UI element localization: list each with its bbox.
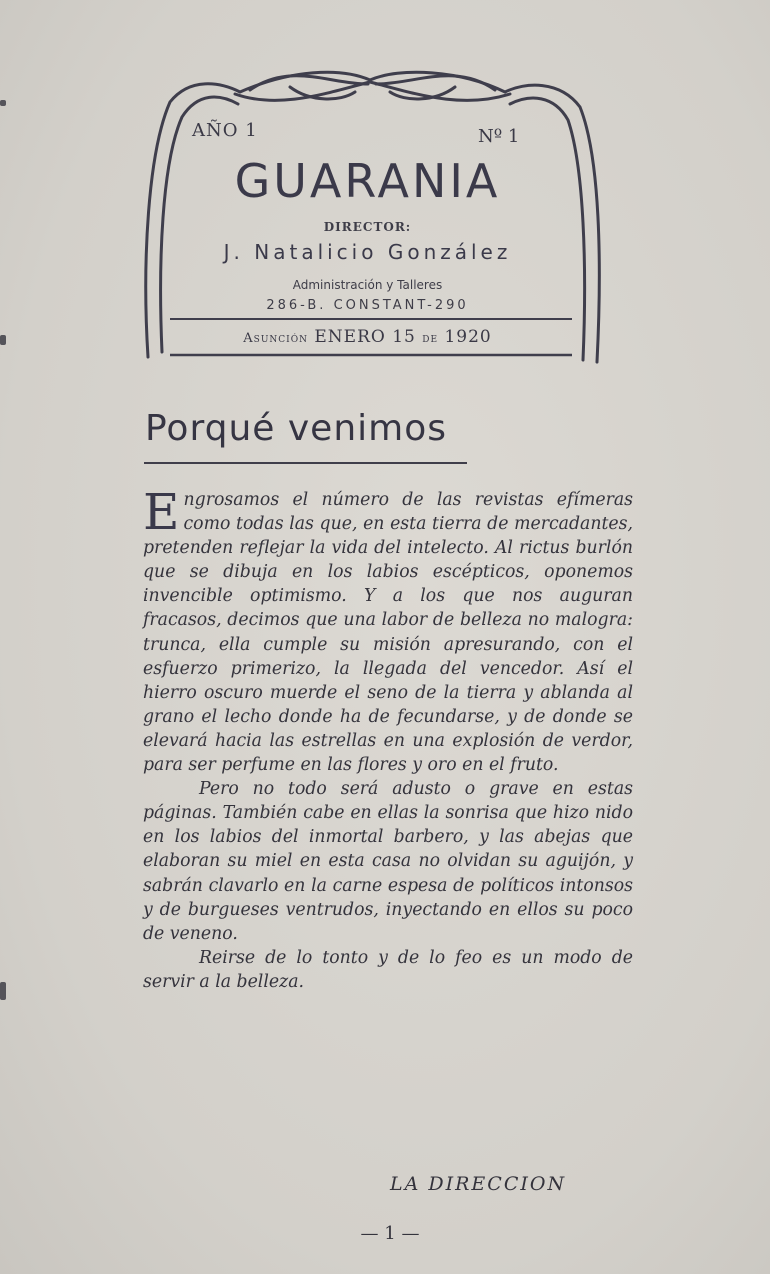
page-number: — 1 — xyxy=(360,1223,420,1244)
city: Asunción xyxy=(243,331,308,346)
paragraph-1 xyxy=(143,483,633,777)
date-de: de xyxy=(422,331,439,346)
paragraph-2: Pero no todo será adusto o grave en estas páginas. También cabe en ellas la sonrisa que hizo nido en los labios del inmortal barbero, y las abejas que elaboran su miel en esta casa no olvidan su aguijón, y sabrán clavarlo en la carne espesa de políticos intonsos y de burgueses ventrudos, inyectando en ellos su poco de veneno. xyxy=(143,779,633,944)
ornamental-frame-icon xyxy=(140,62,605,372)
paragraph-3: Reirse de lo tonto y de lo feo es un modo de servir a la belleza. xyxy=(143,947,633,992)
drop-cap: E xyxy=(143,483,180,541)
magazine-title: GUARANIA xyxy=(234,154,501,208)
issue-number: Nº 1 xyxy=(478,126,520,147)
address: 286-B. CONSTANT-290 xyxy=(266,298,469,313)
administration-label: Administración y Talleres xyxy=(292,278,443,292)
date-year: 1920 xyxy=(444,327,492,347)
signature: LA DIRECCION xyxy=(390,1173,567,1195)
binding-mark-top xyxy=(0,100,6,106)
date-day: ENERO 15 xyxy=(314,327,416,347)
paragraph-1-text: ngrosamos el número de las revistas efímeras como todas las que, en esta tierra de mercadantes, pretenden reflejar la vida del intelecto. Al rictus burlón que se dibuja en los labios escépticos, oponemos invencible optimismo. Y a los que nos auguran fracasos, decimos que una labor de belleza no malogra: trunca, ella cumple su misión apresurando, con el esfuerzo primerizo, la llegada del vencedor. Así el hierro oscuro muerde el seno de la tierra y ablanda al grano el lecho donde ha de fecundarse, y de donde se elevará hacia las estrellas en una explosión de verdor, para ser perfume en las flores y oro en el fruto. xyxy=(143,490,633,776)
article-body xyxy=(143,483,633,994)
binding-mark-low xyxy=(0,982,6,1000)
masthead xyxy=(140,62,605,372)
binding-mark-mid xyxy=(0,335,6,345)
director-label: DIRECTOR: xyxy=(323,220,412,234)
issue-date xyxy=(140,327,595,347)
year-label: AÑO 1 xyxy=(192,120,258,141)
heading-underline xyxy=(144,462,467,464)
director-name: J. Natalicio González xyxy=(223,240,512,264)
article-heading: Porqué venimos xyxy=(145,408,447,449)
